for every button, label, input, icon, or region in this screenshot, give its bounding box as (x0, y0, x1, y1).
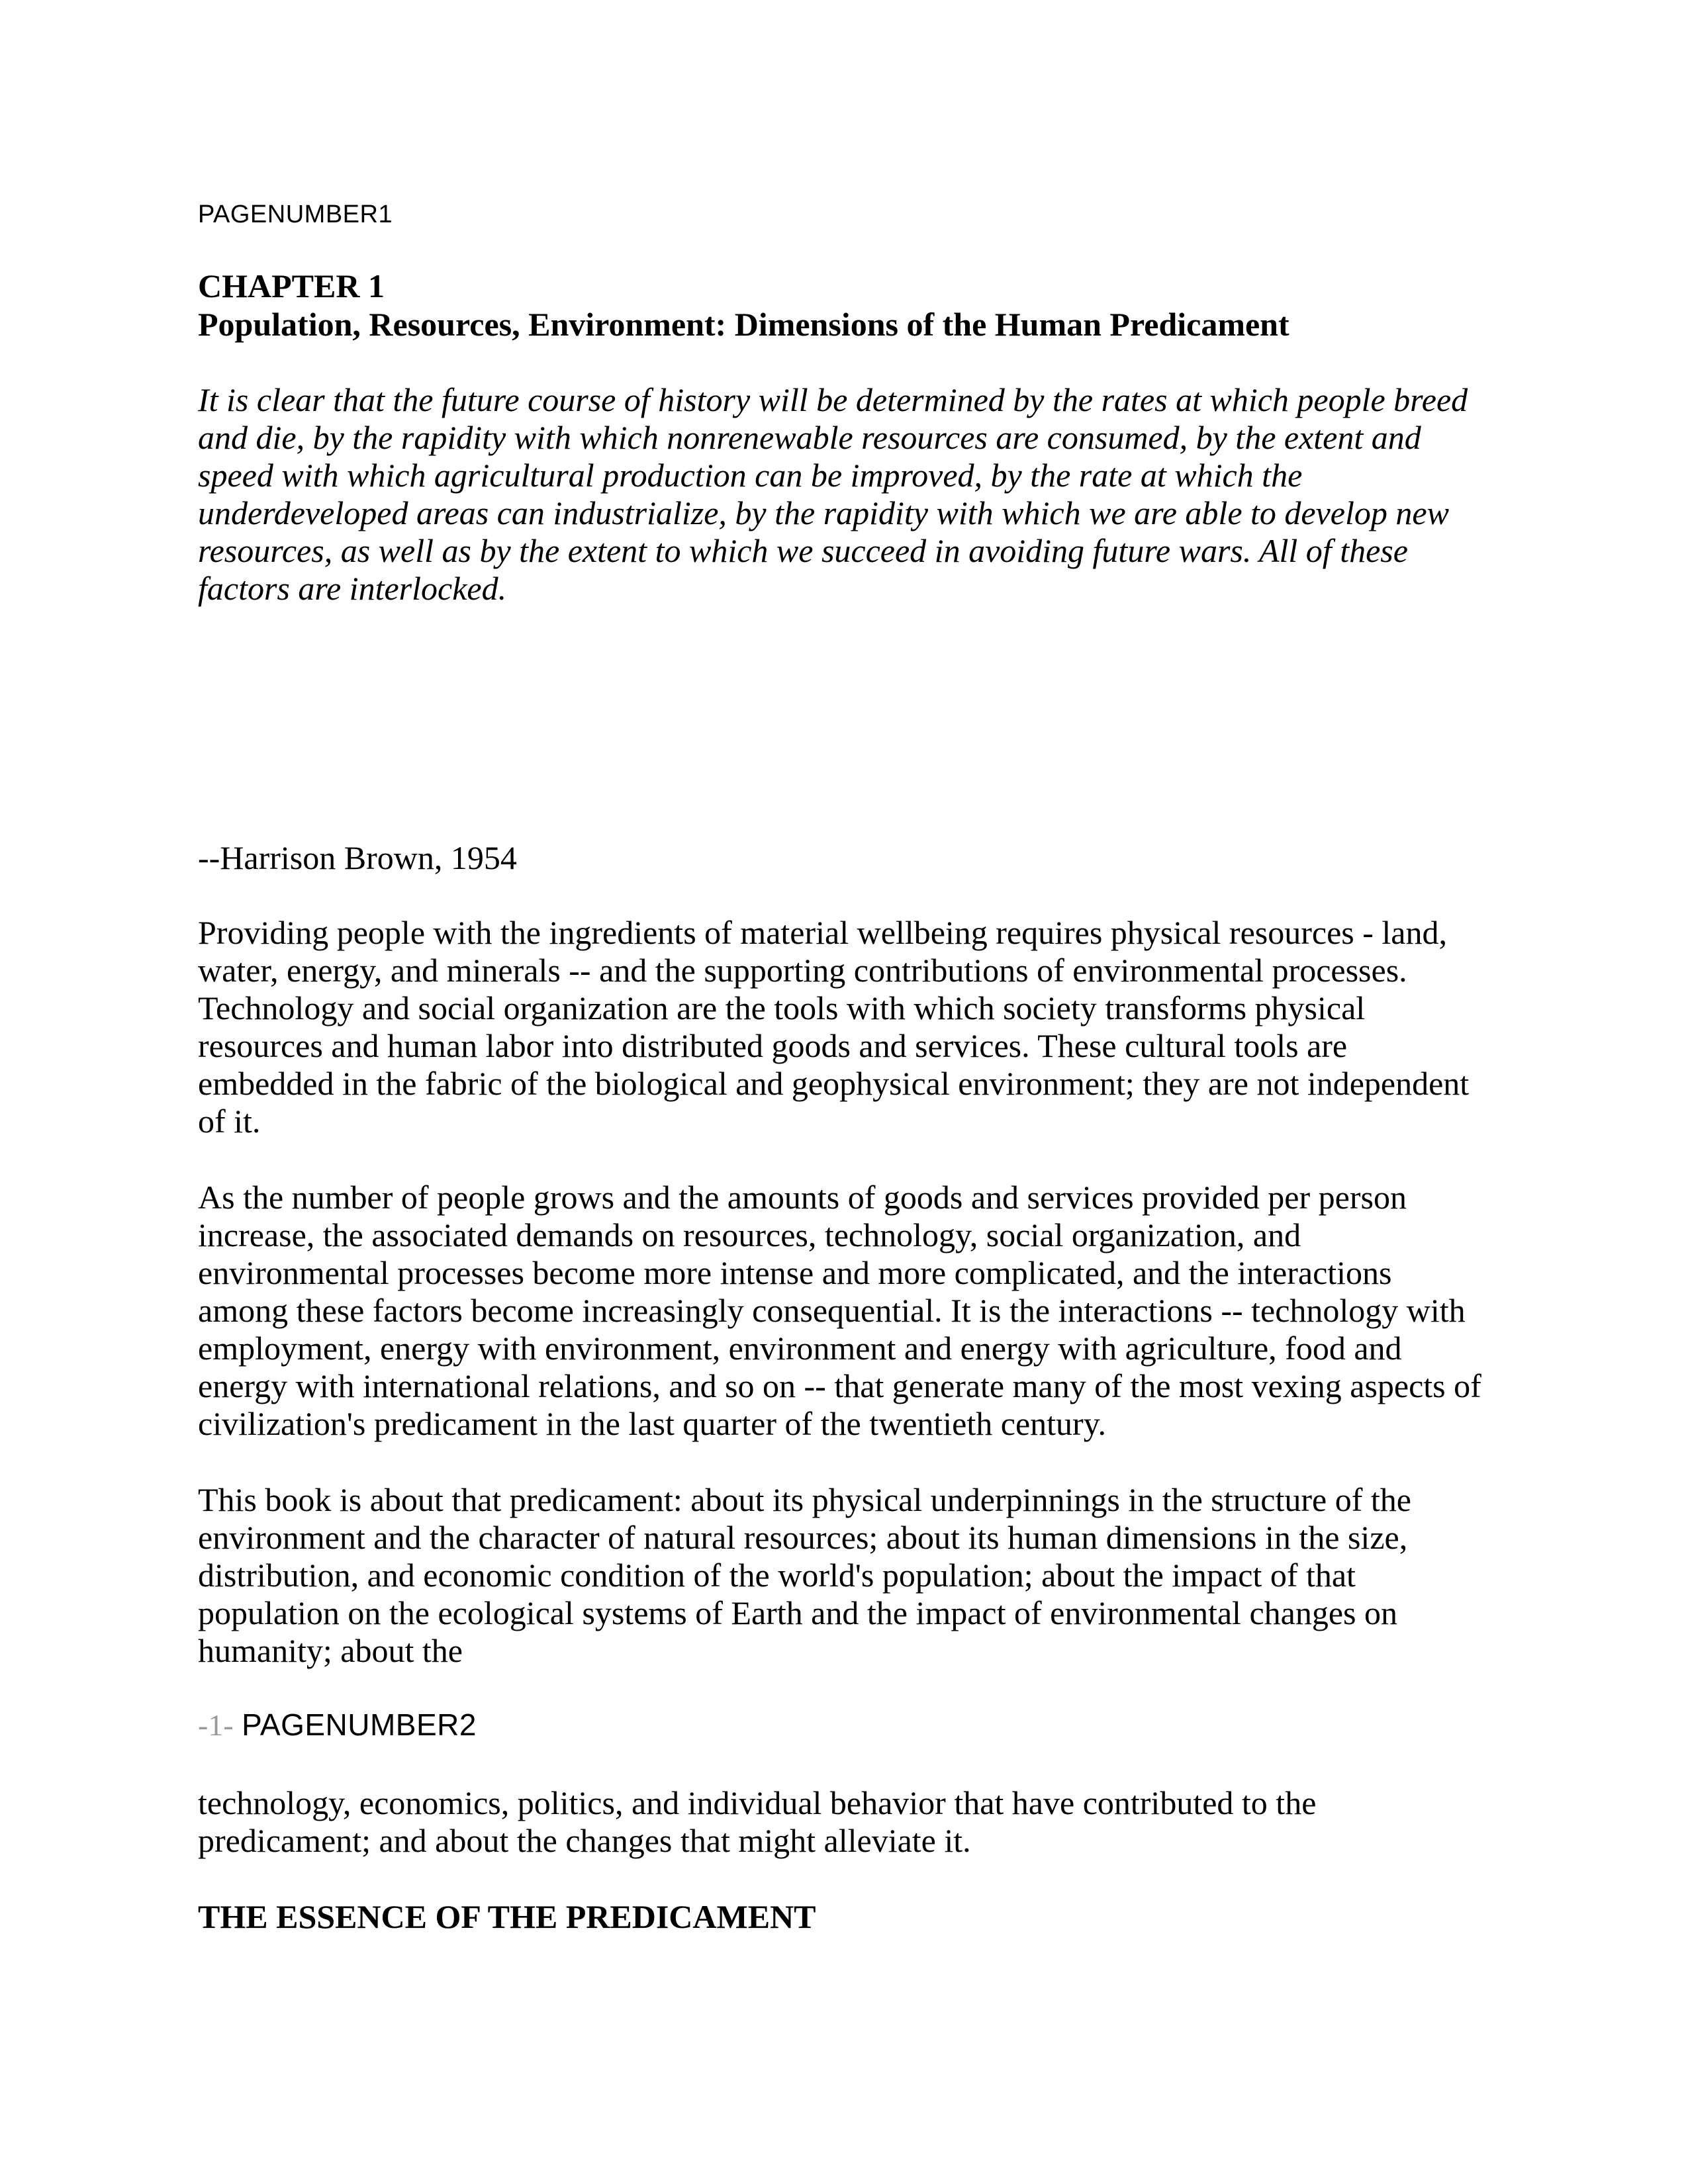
paragraph-line: embedded in the fabric of the biological and geophysical environment; they are not independent (198, 1065, 1470, 1102)
paragraph-line: employment, energy with environment, environment and energy with agriculture, food and (198, 1330, 1402, 1367)
paragraph-line: environment and the character of natural resources; about its human dimensions in the size, (198, 1519, 1408, 1556)
paragraph-line: Providing people with the ingredients of material wellbeing requires physical resources - land, (198, 914, 1447, 951)
paragraph-line: resources and human labor into distributed goods and services. These cultural tools are (198, 1027, 1348, 1064)
paragraph-line: water, energy, and minerals -- and the supporting contributions of environmental processes. (198, 952, 1407, 989)
section-heading: THE ESSENCE OF THE PREDICAMENT (198, 1898, 816, 1935)
paragraph-line: As the number of people grows and the amounts of goods and services provided per person (198, 1179, 1407, 1216)
epigraph-line: It is clear that the future course of history will be determined by the rates at which people breed (198, 381, 1468, 418)
paragraph-line: predicament; and about the changes that might alleviate it. (198, 1822, 971, 1859)
paragraph-line: civilization's predicament in the last quarter of the twentieth century. (198, 1405, 1106, 1442)
footer-page-number: -1- (198, 1708, 234, 1742)
paragraph-line: humanity; about the (198, 1632, 463, 1669)
paragraph-line: of it. (198, 1103, 261, 1140)
paragraph-line: energy with international relations, and so on -- that generate many of the most vexing aspects of (198, 1367, 1481, 1404)
page-marker-2: PAGENUMBER2 (242, 1707, 477, 1742)
paragraph-line: among these factors become increasingly consequential. It is the interactions -- technology with (198, 1292, 1466, 1329)
paragraph-line: Technology and social organization are the tools with which society transforms physical (198, 989, 1366, 1026)
paragraph-line: This book is about that predicament: about its physical underpinnings in the structure of the (198, 1481, 1411, 1518)
epigraph-line: underdeveloped areas can industrialize, by the rapidity with which we are able to develop new (198, 494, 1449, 531)
chapter-title: Population, Resources, Environment: Dimensions of the Human Predicament (198, 306, 1289, 343)
page-marker-1: PAGENUMBER1 (198, 201, 393, 228)
paragraph-line: increase, the associated demands on resources, technology, social organization, and (198, 1216, 1301, 1253)
paragraph-line: population on the ecological systems of Earth and the impact of environmental changes on (198, 1594, 1397, 1631)
paragraph-line: technology, economics, politics, and individual behavior that have contributed to the (198, 1784, 1317, 1821)
paragraph-line: environmental processes become more intense and more complicated, and the interactions (198, 1254, 1392, 1291)
epigraph-line: speed with which agricultural production can be improved, by the rate at which the (198, 457, 1303, 494)
paragraph-line: distribution, and economic condition of the world's population; about the impact of that (198, 1557, 1356, 1594)
body-paragraph-3 (198, 1481, 1522, 1670)
epigraph-line: resources, as well as by the extent to which we succeed in avoiding future wars. All of these (198, 532, 1408, 569)
body-paragraph-2 (198, 1179, 1522, 1443)
epigraph-line: and die, by the rapidity with which nonrenewable resources are consumed, by the extent and (198, 419, 1421, 456)
chapter-label: CHAPTER 1 (198, 267, 385, 304)
epigraph (198, 381, 1522, 608)
body-paragraph-4 (198, 1784, 1522, 1860)
body-paragraph-1 (198, 914, 1522, 1140)
page-break-marker (198, 1704, 477, 1745)
epigraph-attribution: --Harrison Brown, 1954 (198, 839, 517, 876)
epigraph-line: factors are interlocked. (198, 570, 507, 607)
